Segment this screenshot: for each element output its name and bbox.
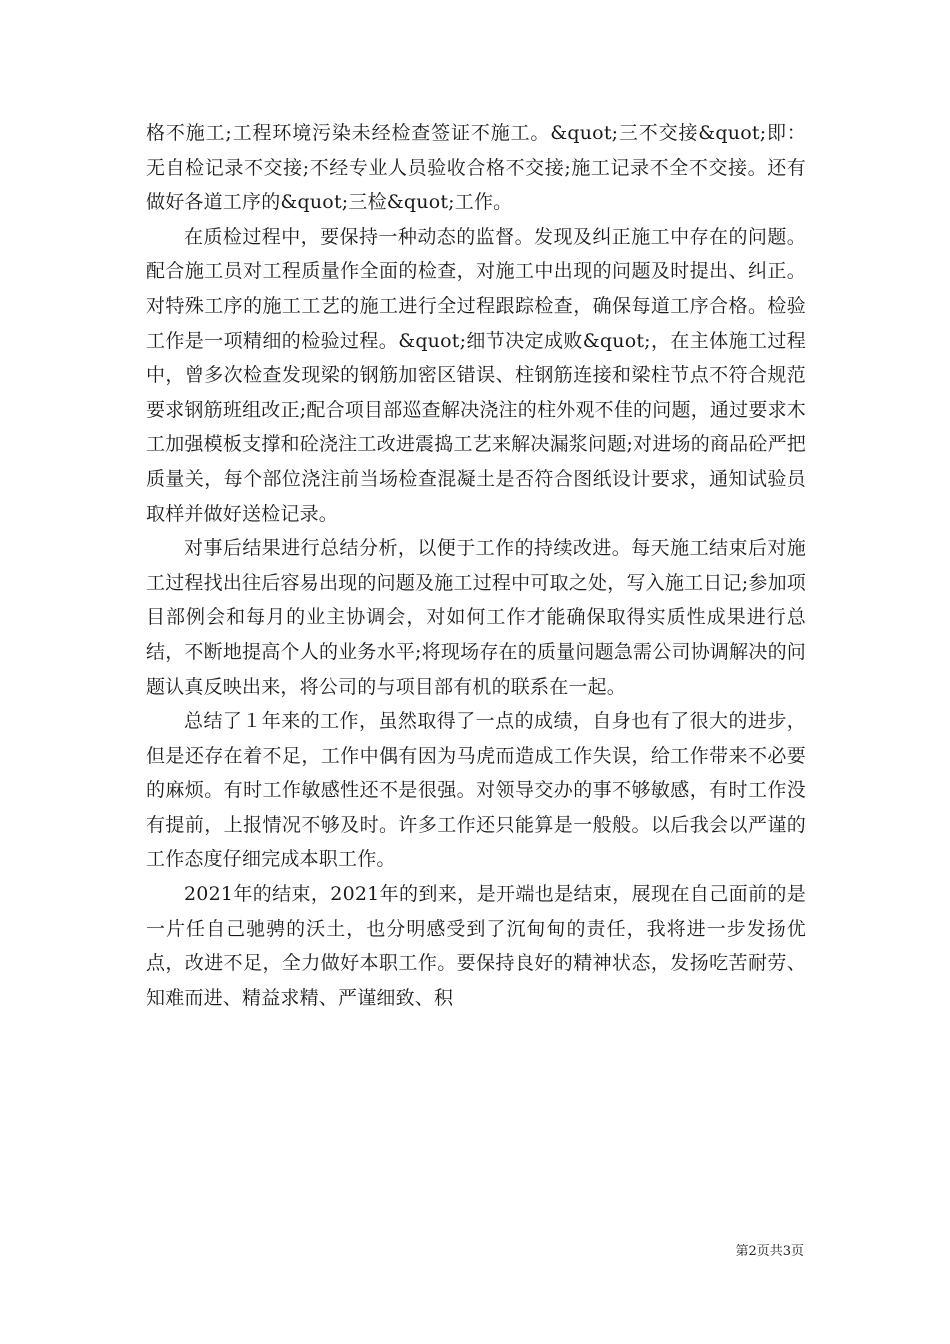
paragraph-5: 2021年的结束，2021年的到来，是开端也是结束，展现在自己面前的是一片任自己驰骋的沃土，也分明感受到了沉甸甸的责任，我将进一步发扬优点，改进不足，全力做好本职工作。要保持良好的精神状态，发扬吃苦耐劳、知难而进、精益求精、严谨细致、积: [146, 883, 806, 1009]
paragraph-3: 对事后结果进行总结分析，以便于工作的持续改进。每天施工结束后对施工过程找出往后容易出现的问题及施工过程中可取之处，写入施工日记;参加项目部例会和每月的业主协调会，对如何工作才能确保取得实质性成果进行总结，不断地提高个人的业务水平;将现场存在的质量问题急需公司协调解决的问题认真反映出来，将公司的与项目部有机的联系在一起。: [146, 537, 806, 698]
page-number-footer: 第2页共3页: [735, 1244, 804, 1259]
paragraph-2: 在质检过程中，要保持一种动态的监督。发现及纠正施工中存在的问题。配合施工员对工程质量作全面的检查，对施工中出现的问题及时提出、纠正。对特殊工序的施工工艺的施工进行全过程跟踪检查，确保每道工序合格。检验工作是一项精细的检验过程。&quot;细节决定成败&quot;，在主体施工过程中，曾多次检查发现梁的钢筋加密区错误、柱钢筋连接和梁柱节点不符合规范要求钢筋班组改正;配合项目部巡查解决浇注的柱外观不佳的问题，通过要求木工加强模板支撑和砼浇注工改进震捣工艺来解决漏浆问题;对进场的商品砼严把质量关，每个部位浇注前当场检查混凝土是否符合图纸设计要求，通知试验员取样并做好送检记录。: [146, 225, 806, 525]
document-body: [146, 116, 806, 1015]
paragraph-4: 总结了１年来的工作，虽然取得了一点的成绩，自身也有了很大的进步，但是还存在着不足，工作中偶有因为马虎而造成工作失误，给工作带来不必要的麻烦。有时工作敏感性还不是很强。对领导交办的事不够敏感，有时工作没有提前，上报情况不够及时。许多工作还只能算是一般般。以后我会以严谨的工作态度仔细完成本职工作。: [146, 710, 806, 871]
paragraph-1: 格不施工;工程环境污染未经检查签证不施工。&quot;三不交接&quot;即：无自检记录不交接;不经专业人员验收合格不交接;施工记录不全不交接。还有做好各道工序的&quot;三检&quot;工作。: [146, 122, 806, 214]
